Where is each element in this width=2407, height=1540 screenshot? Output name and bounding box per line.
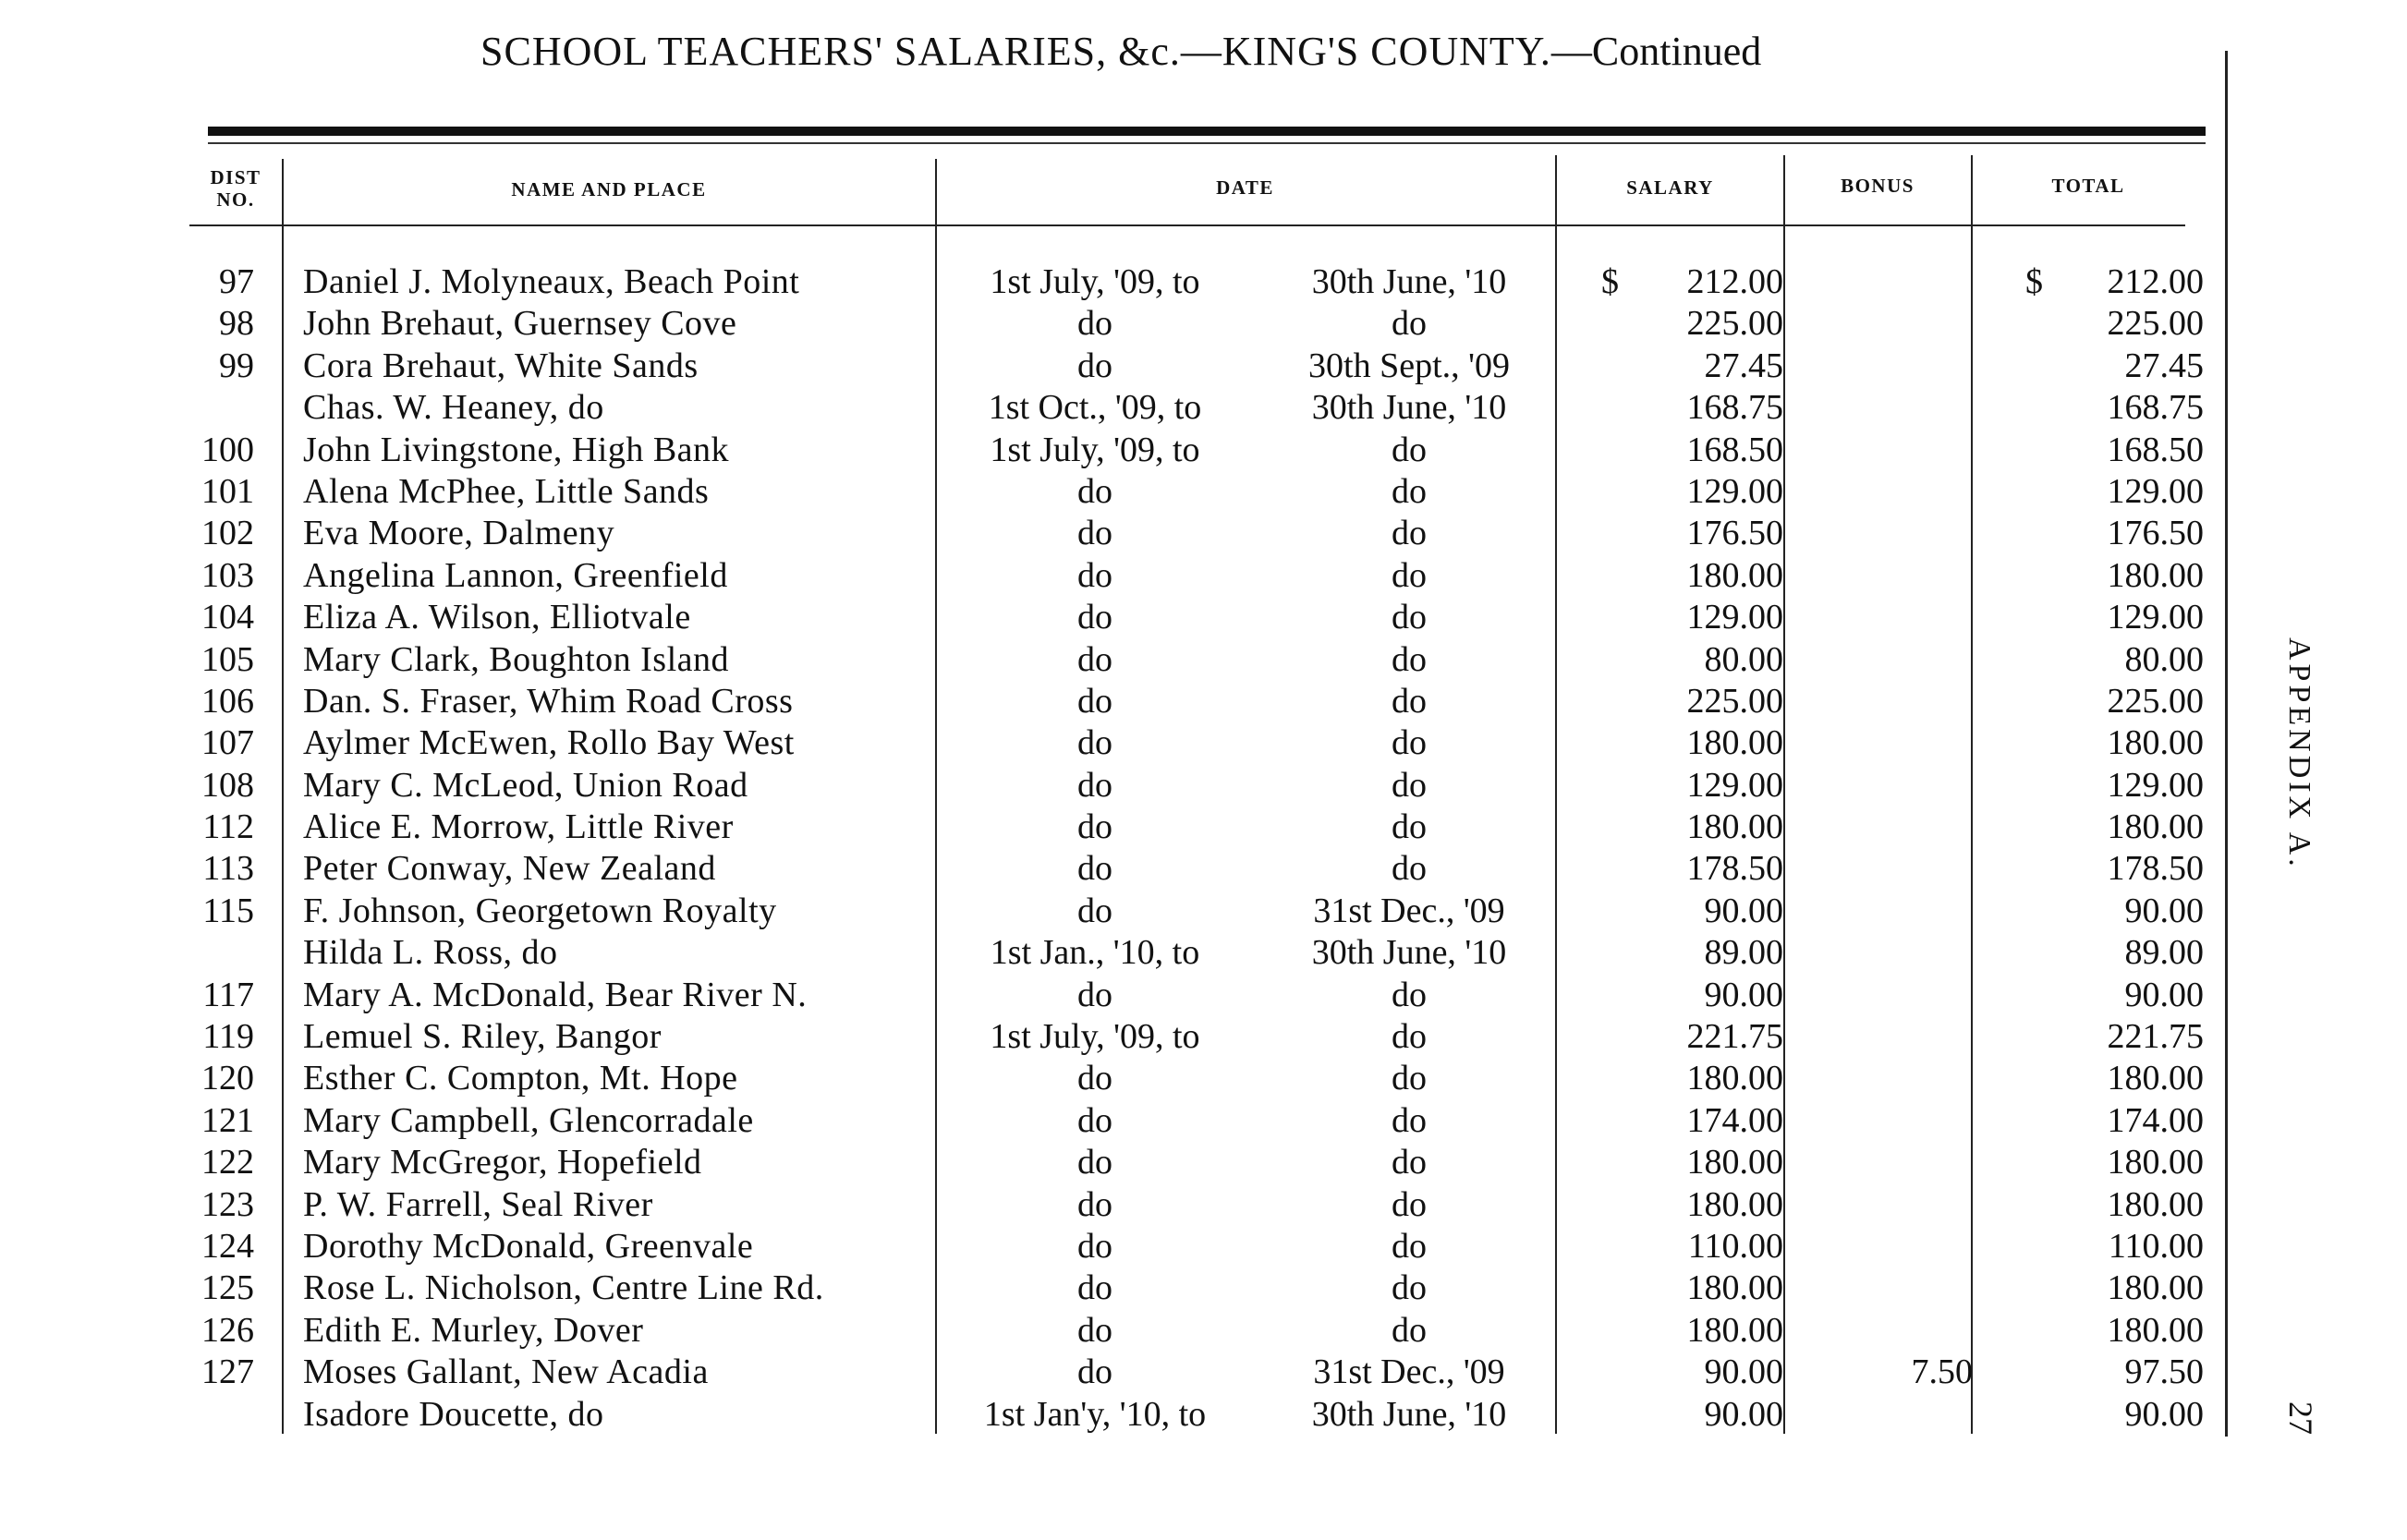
dist-number: 117 bbox=[202, 975, 254, 1014]
salary-value: 90.00 bbox=[1704, 891, 1783, 930]
table-row bbox=[0, 1016, 2407, 1058]
dist-number: 107 bbox=[201, 723, 254, 763]
date-from: do bbox=[1077, 514, 1112, 553]
date-from: do bbox=[1077, 681, 1112, 721]
table-row bbox=[0, 346, 2407, 387]
bonus-value: 7.50 bbox=[1911, 1352, 1973, 1392]
total-value: 89.00 bbox=[2124, 933, 2204, 973]
date-to: do bbox=[1392, 304, 1427, 344]
teacher-name-place: F. Johnson, Georgetown Royalty bbox=[303, 891, 777, 930]
date-to: do bbox=[1392, 975, 1427, 1014]
teacher-name-place: Moses Gallant, New Acadia bbox=[303, 1352, 709, 1392]
date-to: do bbox=[1392, 639, 1427, 679]
total-value: 212.00 bbox=[2107, 262, 2204, 301]
teacher-name-place: John Brehaut, Guernsey Cove bbox=[303, 304, 737, 344]
table-row bbox=[0, 848, 2407, 890]
dist-number: 126 bbox=[201, 1310, 254, 1350]
table-row bbox=[0, 1310, 2407, 1352]
date-to: 31st Dec., '09 bbox=[1313, 891, 1505, 930]
date-to: do bbox=[1392, 471, 1427, 511]
teacher-name-place: Alena McPhee, Little Sands bbox=[303, 471, 710, 511]
date-to: do bbox=[1392, 1226, 1427, 1266]
total-value: 221.75 bbox=[2107, 1017, 2204, 1057]
dist-number: 99 bbox=[219, 346, 254, 385]
total-value: 97.50 bbox=[2124, 1352, 2204, 1392]
date-to: 30th June, '10 bbox=[1311, 1394, 1507, 1434]
total-value: 178.50 bbox=[2107, 849, 2204, 889]
dist-number: 97 bbox=[219, 262, 254, 301]
total-value: 80.00 bbox=[2124, 639, 2204, 679]
dist-number: 105 bbox=[201, 639, 254, 679]
teacher-name-place: P. W. Farrell, Seal River bbox=[303, 1184, 653, 1224]
teacher-name-place: Alice E. Morrow, Little River bbox=[303, 807, 734, 847]
teacher-name-place: Angelina Lannon, Greenfield bbox=[303, 555, 728, 595]
salary-value: 225.00 bbox=[1686, 304, 1783, 344]
dist-number: 103 bbox=[201, 555, 254, 595]
salary-value: 90.00 bbox=[1704, 1352, 1783, 1392]
teacher-name-place: Eva Moore, Dalmeny bbox=[303, 514, 615, 553]
dist-number: 102 bbox=[201, 514, 254, 553]
total-value: 180.00 bbox=[2107, 807, 2204, 847]
table-row bbox=[0, 387, 2407, 429]
dist-number: 98 bbox=[219, 304, 254, 344]
date-to: do bbox=[1392, 681, 1427, 721]
date-from: do bbox=[1077, 975, 1112, 1014]
date-to: do bbox=[1392, 1143, 1427, 1182]
header-rule-thin bbox=[208, 142, 2206, 144]
salary-value: 180.00 bbox=[1686, 1310, 1783, 1350]
total-value: 180.00 bbox=[2107, 1310, 2204, 1350]
total-value: 180.00 bbox=[2107, 1184, 2204, 1224]
total-dollar-sign: $ bbox=[2025, 262, 2043, 301]
total-value: 180.00 bbox=[2107, 1268, 2204, 1308]
teacher-name-place: Mary McGregor, Hopefield bbox=[303, 1143, 702, 1182]
header-dist-no: DIST NO. bbox=[210, 166, 261, 211]
table-row bbox=[0, 513, 2407, 554]
date-to: do bbox=[1392, 1017, 1427, 1057]
salary-value: 212.00 bbox=[1686, 262, 1783, 301]
header-rule-thick bbox=[208, 127, 2206, 136]
dist-number: 124 bbox=[201, 1226, 254, 1266]
total-value: 129.00 bbox=[2107, 765, 2204, 805]
dist-number: 104 bbox=[201, 598, 254, 637]
table-row bbox=[0, 891, 2407, 932]
table-row bbox=[0, 1267, 2407, 1309]
dist-number: 106 bbox=[201, 681, 254, 721]
teacher-name-place: John Livingstone, High Bank bbox=[303, 430, 730, 469]
table-row bbox=[0, 975, 2407, 1016]
table-row bbox=[0, 1058, 2407, 1099]
total-value: 129.00 bbox=[2107, 598, 2204, 637]
date-from: do bbox=[1077, 1310, 1112, 1350]
date-to: do bbox=[1392, 1059, 1427, 1098]
salary-value: 89.00 bbox=[1704, 933, 1783, 973]
salary-value: 225.00 bbox=[1686, 681, 1783, 721]
date-to: do bbox=[1392, 849, 1427, 889]
total-value: 110.00 bbox=[2108, 1226, 2204, 1266]
date-to: do bbox=[1392, 1184, 1427, 1224]
salary-dollar-sign: $ bbox=[1601, 262, 1619, 301]
teacher-name-place: Hilda L. Ross, do bbox=[303, 933, 558, 973]
table-row bbox=[0, 430, 2407, 471]
header-bonus: BONUS bbox=[1841, 175, 1915, 197]
date-to: 30th June, '10 bbox=[1311, 388, 1507, 428]
date-from: do bbox=[1077, 891, 1112, 930]
table-row bbox=[0, 765, 2407, 806]
table-row bbox=[0, 722, 2407, 764]
dist-number: 108 bbox=[201, 765, 254, 805]
header-salary: SALARY bbox=[1626, 176, 1714, 199]
table-row bbox=[0, 1184, 2407, 1226]
table-row bbox=[0, 1394, 2407, 1436]
total-value: 174.00 bbox=[2107, 1100, 2204, 1140]
date-from: 1st Jan., '10, to bbox=[990, 933, 1200, 973]
table-row bbox=[0, 1142, 2407, 1183]
dist-number: 125 bbox=[201, 1268, 254, 1308]
date-to: 30th June, '10 bbox=[1311, 933, 1507, 973]
date-to: 30th Sept., '09 bbox=[1308, 346, 1510, 385]
teacher-name-place: Isadore Doucette, do bbox=[303, 1394, 604, 1434]
dist-number: 101 bbox=[201, 471, 254, 511]
date-to: do bbox=[1392, 723, 1427, 763]
salary-value: 129.00 bbox=[1686, 765, 1783, 805]
date-to: do bbox=[1392, 430, 1427, 469]
date-from: do bbox=[1077, 1226, 1112, 1266]
teacher-name-place: Mary A. McDonald, Bear River N. bbox=[303, 975, 808, 1014]
dist-number: 115 bbox=[202, 891, 254, 930]
teacher-name-place: Dan. S. Fraser, Whim Road Cross bbox=[303, 681, 794, 721]
header-date: DATE bbox=[1216, 176, 1274, 199]
date-to: do bbox=[1392, 598, 1427, 637]
salary-value: 80.00 bbox=[1704, 639, 1783, 679]
date-from: do bbox=[1077, 1059, 1112, 1098]
salary-table-body bbox=[0, 261, 2407, 1436]
date-from: do bbox=[1077, 1100, 1112, 1140]
table-row bbox=[0, 806, 2407, 848]
date-to: 30th June, '10 bbox=[1311, 262, 1507, 301]
total-value: 176.50 bbox=[2107, 514, 2204, 553]
total-value: 90.00 bbox=[2124, 891, 2204, 930]
table-row bbox=[0, 597, 2407, 638]
teacher-name-place: Eliza A. Wilson, Elliotvale bbox=[303, 598, 691, 637]
salary-value: 180.00 bbox=[1686, 1059, 1783, 1098]
salary-value: 180.00 bbox=[1686, 1268, 1783, 1308]
total-value: 90.00 bbox=[2124, 1394, 2204, 1434]
total-value: 168.75 bbox=[2107, 388, 2204, 428]
date-from: do bbox=[1077, 1352, 1112, 1392]
dist-number: 122 bbox=[201, 1143, 254, 1182]
teacher-name-place: Daniel J. Molyneaux, Beach Point bbox=[303, 262, 800, 301]
total-value: 180.00 bbox=[2107, 555, 2204, 595]
appendix-label: APPENDIX A. bbox=[2282, 637, 2316, 870]
table-row bbox=[0, 1226, 2407, 1267]
date-from: do bbox=[1077, 1268, 1112, 1308]
date-from: do bbox=[1077, 555, 1112, 595]
dist-number: 127 bbox=[201, 1352, 254, 1392]
total-value: 27.45 bbox=[2124, 346, 2204, 385]
date-from: do bbox=[1077, 598, 1112, 637]
table-row bbox=[0, 555, 2407, 597]
date-to: do bbox=[1392, 1310, 1427, 1350]
date-from: do bbox=[1077, 849, 1112, 889]
page-title bbox=[480, 28, 1922, 75]
total-value: 90.00 bbox=[2124, 975, 2204, 1014]
salary-value: 174.00 bbox=[1686, 1100, 1783, 1140]
salary-value: 129.00 bbox=[1686, 471, 1783, 511]
dist-number: 123 bbox=[201, 1184, 254, 1224]
header-name-and-place: NAME AND PLACE bbox=[511, 178, 707, 200]
date-from: do bbox=[1077, 765, 1112, 805]
table-row bbox=[0, 932, 2407, 974]
page-number: 27 bbox=[2282, 1401, 2319, 1435]
date-to: do bbox=[1392, 1100, 1427, 1140]
total-value: 180.00 bbox=[2107, 1059, 2204, 1098]
teacher-name-place: Mary Clark, Boughton Island bbox=[303, 639, 730, 679]
page-title-suffix: —Continued bbox=[1550, 29, 1762, 74]
teacher-name-place: Edith E. Murley, Dover bbox=[303, 1310, 644, 1350]
date-to: 31st Dec., '09 bbox=[1313, 1352, 1505, 1392]
date-from: do bbox=[1077, 807, 1112, 847]
salary-value: 180.00 bbox=[1686, 1143, 1783, 1182]
teacher-name-place: Peter Conway, New Zealand bbox=[303, 849, 716, 889]
date-from: 1st Oct., '09, to bbox=[988, 388, 1202, 428]
dist-number: 112 bbox=[202, 807, 254, 847]
dist-number: 100 bbox=[201, 430, 254, 469]
salary-value: 129.00 bbox=[1686, 598, 1783, 637]
salary-value: 110.00 bbox=[1687, 1226, 1783, 1266]
table-row bbox=[0, 681, 2407, 722]
salary-value: 90.00 bbox=[1704, 1394, 1783, 1434]
date-to: do bbox=[1392, 807, 1427, 847]
table-row bbox=[0, 261, 2407, 303]
date-from: do bbox=[1077, 1143, 1112, 1182]
total-value: 168.50 bbox=[2107, 430, 2204, 469]
total-value: 129.00 bbox=[2107, 471, 2204, 511]
page-title-main: SCHOOL TEACHERS' SALARIES, &c.—KING'S COUNTY. bbox=[480, 29, 1551, 74]
date-from: do bbox=[1077, 639, 1112, 679]
total-value: 225.00 bbox=[2107, 304, 2204, 344]
date-from: 1st July, '09, to bbox=[990, 1017, 1200, 1057]
date-to: do bbox=[1392, 555, 1427, 595]
date-from: do bbox=[1077, 346, 1112, 385]
teacher-name-place: Lemuel S. Riley, Bangor bbox=[303, 1017, 662, 1057]
salary-value: 168.75 bbox=[1686, 388, 1783, 428]
table-row bbox=[0, 1100, 2407, 1142]
salary-value: 180.00 bbox=[1686, 807, 1783, 847]
header-total: TOTAL bbox=[2051, 175, 2125, 197]
dist-number: 113 bbox=[202, 849, 254, 889]
date-from: 1st July, '09, to bbox=[990, 430, 1200, 469]
salary-value: 180.00 bbox=[1686, 1184, 1783, 1224]
table-row bbox=[0, 471, 2407, 513]
total-value: 225.00 bbox=[2107, 681, 2204, 721]
date-to: do bbox=[1392, 765, 1427, 805]
salary-value: 176.50 bbox=[1686, 514, 1783, 553]
teacher-name-place: Aylmer McEwen, Rollo Bay West bbox=[303, 723, 795, 763]
dist-number: 120 bbox=[201, 1059, 254, 1098]
teacher-name-place: Chas. W. Heaney, do bbox=[303, 388, 604, 428]
teacher-name-place: Esther C. Compton, Mt. Hope bbox=[303, 1059, 738, 1098]
date-from: do bbox=[1077, 304, 1112, 344]
salary-value: 180.00 bbox=[1686, 555, 1783, 595]
salary-value: 221.75 bbox=[1686, 1017, 1783, 1057]
header-bottom-rule bbox=[189, 224, 2185, 226]
date-from: 1st July, '09, to bbox=[990, 262, 1200, 301]
dist-number: 119 bbox=[202, 1017, 254, 1057]
date-from: do bbox=[1077, 1184, 1112, 1224]
salary-value: 168.50 bbox=[1686, 430, 1783, 469]
dist-number: 121 bbox=[201, 1100, 254, 1140]
date-from: 1st Jan'y, '10, to bbox=[983, 1394, 1207, 1434]
teacher-name-place: Mary C. McLeod, Union Road bbox=[303, 765, 748, 805]
date-to: do bbox=[1392, 1268, 1427, 1308]
teacher-name-place: Rose L. Nicholson, Centre Line Rd. bbox=[303, 1268, 824, 1308]
teacher-name-place: Dorothy McDonald, Greenvale bbox=[303, 1226, 754, 1266]
date-from: do bbox=[1077, 471, 1112, 511]
table-row bbox=[0, 1352, 2407, 1393]
date-to: do bbox=[1392, 514, 1427, 553]
teacher-name-place: Mary Campbell, Glencorradale bbox=[303, 1100, 754, 1140]
salary-value: 180.00 bbox=[1686, 723, 1783, 763]
teacher-name-place: Cora Brehaut, White Sands bbox=[303, 346, 699, 385]
salary-value: 90.00 bbox=[1704, 975, 1783, 1014]
table-row bbox=[0, 639, 2407, 681]
salary-value: 27.45 bbox=[1704, 346, 1783, 385]
table-row bbox=[0, 303, 2407, 345]
total-value: 180.00 bbox=[2107, 723, 2204, 763]
date-from: do bbox=[1077, 723, 1112, 763]
salary-value: 178.50 bbox=[1686, 849, 1783, 889]
total-value: 180.00 bbox=[2107, 1143, 2204, 1182]
